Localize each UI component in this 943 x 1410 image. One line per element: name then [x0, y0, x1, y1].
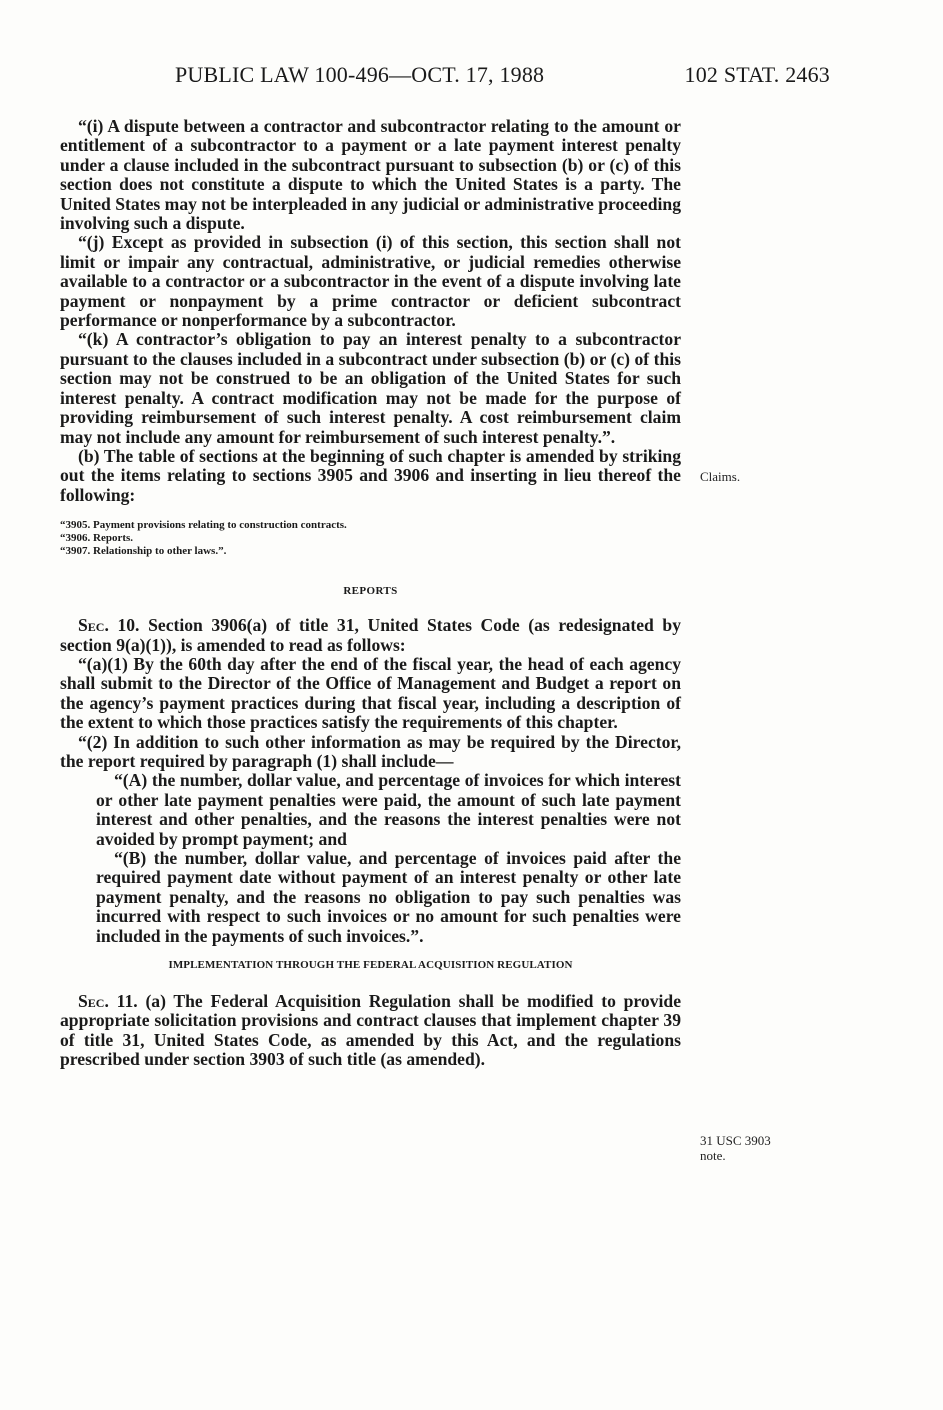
section-11-text: (a) The Federal Acquisition Regulation shall be modified to provide appropriate solicitation provisions and contract clauses that implement chapter 39 of title 31, United States Code, as amended by this Act, and the regulations prescribed under section 3903 of such title (as amended).	[60, 991, 682, 1070]
paragraph-k: “(k) A contractor’s obligation to pay an interest penalty to a subcontractor pursuant to the clauses included in a subcontract under subsection (b) or (c) of this section may not be construed to be an obligation of the United States for such interest penalty. A contract modification may not be made for the purpose of providing reimbursement of such interest penalty. A cost reimbursement claim may not include any amount for reimbursement of such interest penalty.”.	[60, 329, 681, 447]
margin-note-usc-line2: note.	[700, 1148, 726, 1163]
paragraph-i: “(i) A dispute between a contractor and subcontractor relating to the amount or entitlement of a subcontractor to a payment or a late payment interest penalty under a clause included in the subcontract pursuant to subsection (b) or (c) of this section does not constitute a dispute to which the United States is a party. The United States may not be interpleaded in any judicial or administrative proceeding involving such a dispute.	[60, 116, 681, 234]
section-10-text: Section 3906(a) of title 31, United States Code (as redesignated by section 9(a)(1)), is amended to read as follows:	[60, 615, 682, 655]
running-header	[60, 62, 830, 92]
section-10-A: “(A) the number, dollar value, and percentage of invoices for which interest or other late payment penalties were paid, the amount of such late payment interest and other penalties, and the reasons the interest penalties were not avoided by prompt payment; and	[96, 770, 681, 849]
section-10-p2: “(2) In addition to such other information as may be required by the Director, the report required by paragraph (1) shall include—	[60, 731, 681, 771]
section-10-label: Sec. 10.	[78, 615, 140, 636]
margin-note-claims: Claims.	[700, 469, 741, 484]
margin-note-usc	[700, 1133, 771, 1163]
section-10-intro	[60, 616, 681, 655]
implementation-heading: IMPLEMENTATION THROUGH THE FEDERAL ACQUISITION REGULATION	[168, 959, 573, 972]
toc-item: “3906. Reports.	[60, 532, 134, 545]
section-10-B: “(B) the number, dollar value, and percentage of invoices paid after the required payment date without payment of an interest penalty or other late payment penalty, and the reasons no obligation to pay such penalties was incurred with respect to such invoices or no amount for such penalties were included in the payments of such invoices.”.	[96, 848, 681, 946]
table-of-sections	[60, 519, 681, 558]
section-10-a1: “(a)(1) By the 60th day after the end of the fiscal year, the head of each agency shall submit to the Director of the Office of Management and Budget a report on the agency’s payment practices during that fiscal year, including a description of the extent to which those practices satisfy the requirements of this chapter.	[60, 653, 681, 733]
header-title: PUBLIC LAW 100-496—OCT. 17, 1988	[175, 62, 545, 87]
main-text	[60, 117, 681, 1070]
toc-item: “3905. Payment provisions relating to construction contracts.	[60, 519, 347, 532]
paragraph-b: (b) The table of sections at the beginning of such chapter is amended by striking out the items relating to sections 3905 and 3906 and inserting in lieu thereof the following:	[60, 445, 681, 505]
reports-heading: REPORTS	[343, 585, 398, 598]
margin-note-usc-line1: 31 USC 3903	[700, 1133, 771, 1148]
section-10-subparagraphs	[60, 771, 681, 946]
section-11	[60, 992, 681, 1070]
page-citation: 102 STAT. 2463	[684, 62, 830, 87]
section-11-label: Sec. 11.	[78, 991, 138, 1012]
toc-item: “3907. Relationship to other laws.”.	[60, 545, 227, 558]
paragraph-j: “(j) Except as provided in subsection (i) of this section, this section shall not limit or impair any contractual, administrative, or judicial remedies otherwise available to a contractor or a subcontractor in the event of a dispute involving late payment or nonpayment by a prime contractor or deficient subcontract performance or nonperformance by a subcontractor.	[60, 232, 681, 331]
